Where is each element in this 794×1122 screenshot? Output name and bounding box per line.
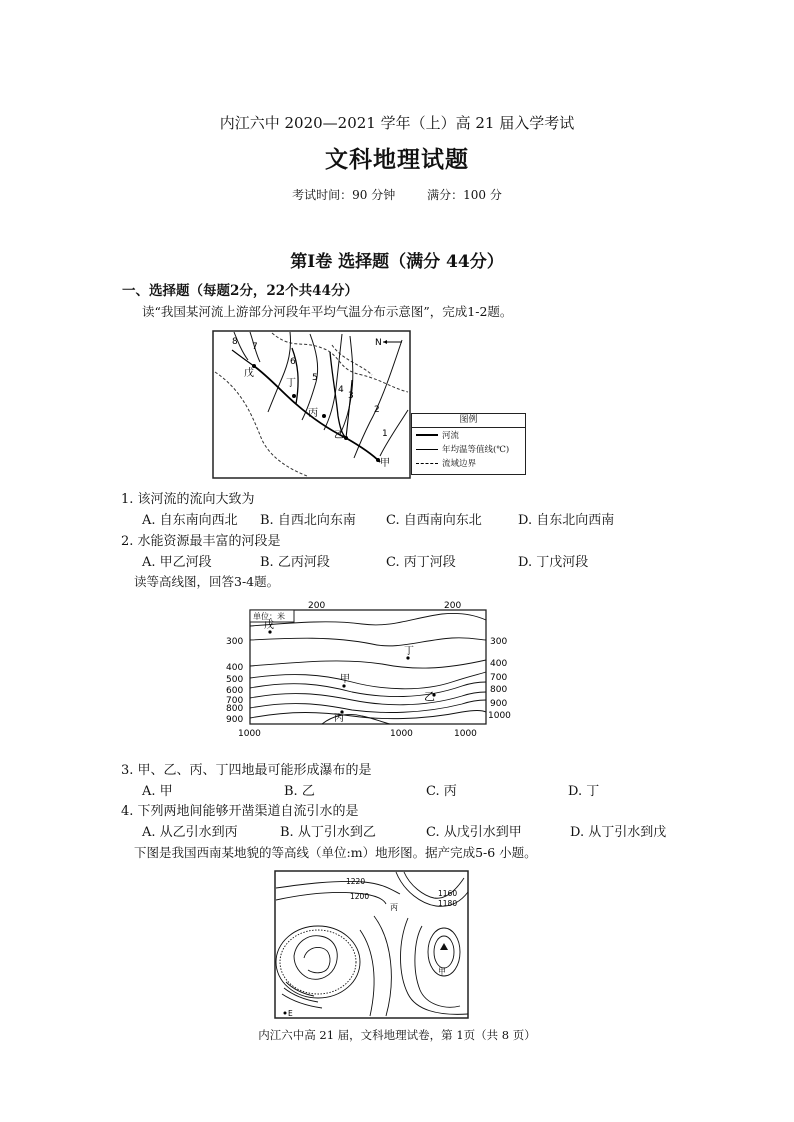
place-label: 丙: [390, 903, 398, 912]
legend-isotherm-label: 年均温等值线(℃): [442, 445, 510, 455]
contour-left-label: 900: [226, 715, 244, 725]
contour-left-label: 700: [226, 696, 244, 706]
option-b[interactable]: B. 乙: [284, 784, 315, 799]
question-3-stem: 3. 甲、乙、丙、丁四地最可能形成瀑布的是: [121, 763, 372, 778]
section1-heading: 一、选择题（每题2分，22个共44分）: [122, 283, 358, 299]
isotherm-label: 5: [312, 373, 318, 383]
legend-title: 图例: [412, 414, 525, 428]
question-1-stem: 1. 该河流的流向大致为: [121, 492, 255, 507]
contour-label: 1160: [438, 889, 458, 898]
isotherm-label: 2: [374, 405, 380, 415]
contour-top-label: 200: [308, 601, 326, 611]
legend-river-label: 河流: [442, 431, 460, 441]
page-footer: 内江六中高 21 届，文科地理试卷，第 1页（共 8 页）: [258, 1028, 536, 1042]
page-title: 文科地理试题: [325, 146, 469, 173]
option-c[interactable]: C. 丙: [426, 784, 457, 799]
contour-left-label: 600: [226, 686, 244, 696]
option-b[interactable]: B. 从丁引水到乙: [280, 825, 376, 840]
option-c[interactable]: C. 从戊引水到甲: [426, 825, 522, 840]
isotherm-label: 6: [290, 357, 296, 367]
isotherm-label: 4: [338, 385, 344, 395]
exam-meta: [0, 186, 794, 203]
contour-label: 1200: [350, 892, 370, 901]
option-d[interactable]: D. 丁戊河段: [518, 555, 589, 570]
place-label: E: [288, 1009, 293, 1018]
contour-right-label: 400: [490, 659, 508, 669]
option-d[interactable]: D. 从丁引水到戊: [570, 825, 667, 840]
contour-label: 1180: [438, 899, 458, 908]
legend-boundary-label: 流域边界: [442, 459, 477, 469]
isotherm-label: 1: [382, 429, 388, 439]
place-label: 乙: [334, 430, 344, 441]
contour-left-label: 800: [226, 704, 244, 714]
option-a[interactable]: A. 甲: [142, 784, 173, 799]
intro-q5-6: 下图是我国西南某地貌的等高线（单位:m）地形图。据产完成5-6 小题。: [134, 845, 537, 860]
contour-bottom-label: 1000: [454, 729, 477, 739]
contour-bottom-label: 1000: [238, 729, 261, 739]
option-d[interactable]: D. 自东北向西南: [518, 513, 615, 528]
contour-left-label: 400: [226, 663, 244, 673]
place-label: 戊: [264, 620, 274, 631]
contour-right-label: 1000: [488, 711, 511, 721]
place-label: 丙: [308, 408, 318, 419]
place-label: 甲: [438, 967, 446, 976]
intro-q3-4: 读等高线图，回答3-4题。: [134, 574, 280, 589]
legend-isotherm-swatch: [416, 449, 438, 450]
exam-time: 考试时间：90 分钟: [292, 188, 396, 202]
north-label: N: [375, 338, 382, 348]
contour-left-label: 300: [226, 637, 244, 647]
option-b[interactable]: B. 自西北向东南: [260, 513, 356, 528]
isotherm-label: 7: [252, 342, 258, 352]
place-label: 甲: [340, 674, 350, 685]
place-label: 甲: [380, 458, 390, 469]
place-label: 丁: [286, 378, 296, 389]
legend-isotherm: [412, 442, 525, 456]
figure2-contour-map: [222, 600, 522, 740]
contour-right-label: 300: [490, 637, 508, 647]
question-4-options: [142, 821, 666, 840]
school-exam-line: 内江六中 2020—2021 学年（上）高 21 届入学考试: [219, 114, 575, 132]
option-a[interactable]: A. 甲乙河段: [142, 555, 212, 570]
option-d[interactable]: D. 丁: [568, 784, 600, 799]
option-a[interactable]: A. 自东南向西北: [142, 513, 238, 528]
intro-q1-2: 读“我国某河流上游部分河段年平均气温分布示意图”，完成1-2题。: [142, 304, 513, 319]
option-b[interactable]: B. 乙丙河段: [260, 555, 330, 570]
legend-boundary-swatch: [416, 463, 438, 464]
exam-score: 满分：100 分: [427, 188, 502, 202]
option-c[interactable]: C. 自西南向东北: [386, 513, 482, 528]
isotherm-label: 8: [232, 337, 238, 347]
question-2-options: [142, 551, 588, 570]
place-label: 戊: [244, 368, 254, 379]
place-label: 丁: [404, 646, 414, 657]
question-3-options: [142, 780, 599, 799]
place-label: 丙: [334, 713, 344, 724]
option-c[interactable]: C. 丙丁河段: [386, 555, 456, 570]
figure3-karst-contour-map: [274, 870, 470, 1020]
question-1-options: [142, 509, 614, 528]
isotherm-label: 3: [348, 391, 354, 401]
contour-left-label: 500: [226, 675, 244, 685]
figure1-river-map: [212, 330, 412, 480]
question-4-stem: 4. 下列两地间能够开凿渠道自流引水的是: [121, 804, 359, 819]
option-a[interactable]: A. 从乙引水到丙: [142, 825, 238, 840]
legend-river: [412, 428, 525, 442]
figure1-legend: [411, 413, 526, 475]
contour-right-label: 900: [490, 699, 508, 709]
contour-right-label: 800: [490, 685, 508, 695]
question-2-stem: 2. 水能资源最丰富的河段是: [121, 534, 281, 549]
part1-title: 第Ⅰ卷 选择题（满分 44分）: [290, 252, 504, 272]
contour-right-label: 700: [490, 673, 508, 683]
legend-river-swatch: [416, 434, 438, 436]
contour-bottom-label: 1000: [390, 729, 413, 739]
contour-top-label: 200: [444, 601, 462, 611]
contour-label: 1220: [346, 877, 366, 886]
place-label: 乙: [424, 690, 435, 703]
legend-boundary: [412, 456, 525, 470]
unit-label: 单位：米: [253, 612, 285, 621]
